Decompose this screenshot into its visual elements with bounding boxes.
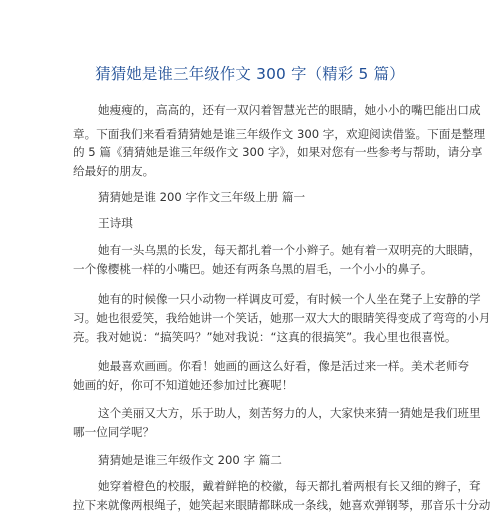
paragraph-4-line-1: 这个美丽又大方，乐于助人，刻苦努力的人，大家快来猜一猜她是我们班里 <box>98 406 481 420</box>
intro-line-3: 的 5 篇《猜猜她是谁三年级作文 300 字》，如果对您有一些参考与帮助，请分享 <box>73 145 483 159</box>
intro-line-4: 给最好的朋友。 <box>73 164 155 178</box>
article-title: 猜猜她是谁三年级作文 300 字（精彩 5 篇） <box>95 65 405 83</box>
paragraph-2-line-2: 习。她也很爱笑，我给她讲一个笑话，她那一双大大的眼睛笑得变成了弯弯的小月 <box>73 311 491 325</box>
paragraph-2-line-3: 亮。我对她说：“搞笑吗？”她对我说：“这真的很搞笑”。我心里也很喜悦。 <box>73 330 457 344</box>
paragraph-4-line-2: 哪一位同学呢？ <box>73 425 155 439</box>
section-heading-2: 猜猜她是谁三年级作文 200 字 篇二 <box>98 453 282 467</box>
paragraph-5-line-1: 她穿着橙色的校服，戴着鲜艳的校徽，每天都扎着两根有长又细的辫子，耷 <box>98 479 481 493</box>
paragraph-2-line-1: 她有的时候像一只小动物一样调皮可爱，有时候一个人坐在凳子上安静的学 <box>98 292 481 306</box>
paragraph-1-line-2: 一个像樱桃一样的小嘴巴。她还有两条乌黑的眉毛，一个小小的鼻子。 <box>73 262 433 276</box>
paragraph-1-line-1: 她有一头乌黑的长发，每天都扎着一个小辫子。她有着一双明亮的大眼睛， <box>98 243 481 257</box>
section-heading-1: 猜猜她是谁 200 字作文三年级上册 篇一 <box>98 190 306 204</box>
paragraph-5-line-2: 拉下来就像两根绳子，她笑起来眼睛都眯成一条线，她喜欢弹钢琴，那音乐十分动 <box>73 498 491 512</box>
paragraph-3-line-1: 她最喜欢画画。你看！她画的画这么好看，像是活过来一样。美术老师夸 <box>98 359 470 373</box>
intro-line-2: 章。下面我们来看看猜猜她是谁三年级作文 300 字，欢迎阅读借鉴。下面是整理 <box>73 127 486 141</box>
paragraph-3-line-2: 她画的好，你可不知道她还参加过比赛呢！ <box>73 378 294 392</box>
author-name: 王诗琪 <box>98 216 133 230</box>
intro-line-1: 她瘦瘦的，高高的，还有一双闪着智慧光芒的眼睛，她小小的嘴巴能出口成 <box>98 103 481 117</box>
